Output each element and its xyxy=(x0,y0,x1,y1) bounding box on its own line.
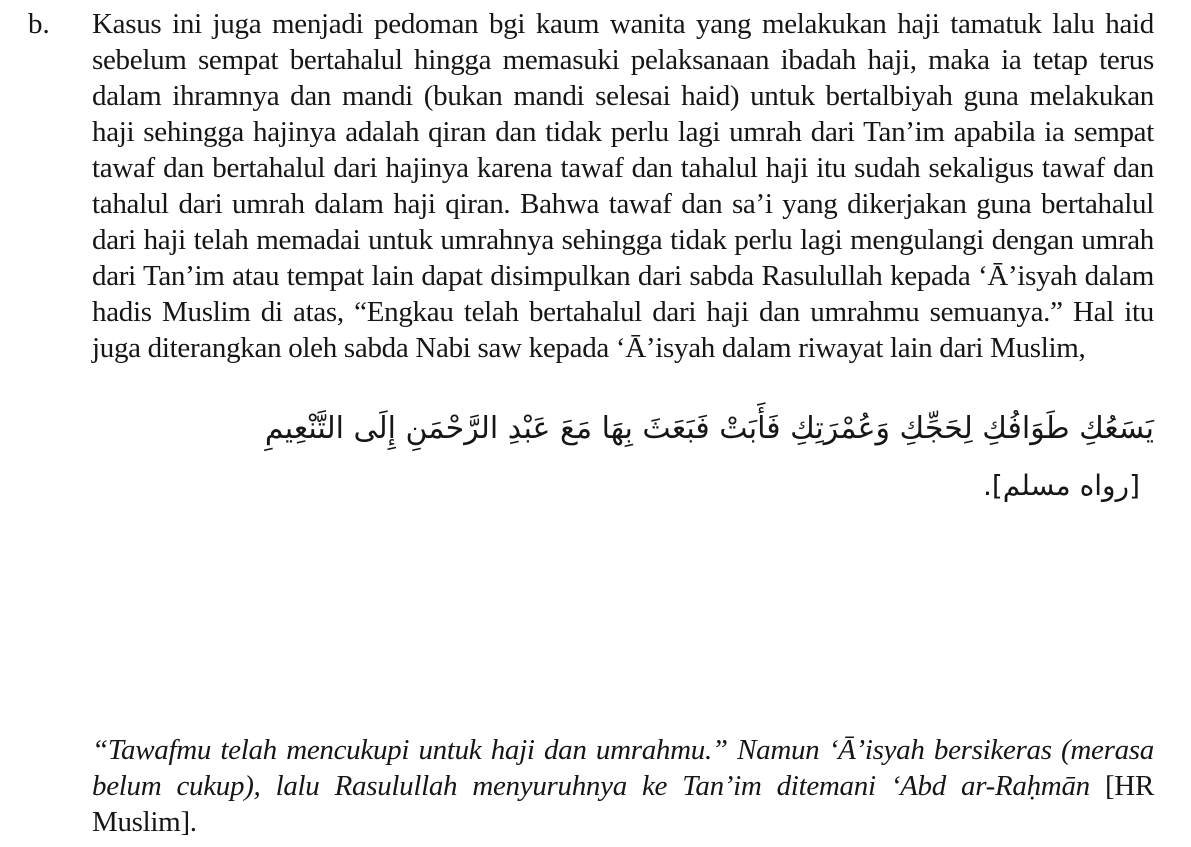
hadith-translation xyxy=(92,732,1154,840)
arabic-hadith-text: يَسَعُكِ طَوَافُكِ لِحَجِّكِ وَعُمْرَتِكِ فَأَبَتْ فَبَعَثَ بِهَا مَعَ عَبْدِ الرَّحْمَنِ إِلَى التَّنْعِيمِ xyxy=(264,411,1154,446)
list-item-marker: b. xyxy=(28,8,50,40)
body-paragraph: Kasus ini juga menjadi pedoman bgi kaum wanita yang melakukan haji tamatuk lalu haid sebelum sempat bertahalul hingga memasuki pelaksanaan ibadah haji, maka ia tetap terus dalam ihramnya dan mandi (bukan mandi selesai haid) untuk bertalbiyah guna melakukan haji sehingga hajinya adalah qiran dan tidak perlu lagi umrah dari Tan’im apabila ia sempat tawaf dan bertahalul dari hajinya karena tawaf dan tahalul haji itu sudah sekaligus tawaf dan tahalul dari umrah dalam haji qiran. Bahwa tawaf dan sa’i yang dikerjakan guna bertahalul dari haji telah memadai untuk umrahnya sehingga tidak perlu lagi mengulangi dengan umrah dari Tan’im atau tempat lain dapat disimpulkan dari sabda Rasulullah kepada ‘Ā’isyah dalam hadis Muslim di atas, “Engkau telah bertahalul dari haji dan umrahmu semuanya.” Hal itu juga diterangkan oleh sabda Nabi saw kepada ‘Ā’isyah dalam riwayat lain dari Muslim, xyxy=(92,8,1154,364)
arabic-hadith-source: [رواه مسلم]. xyxy=(982,469,1140,502)
translation-citation: [HR Muslim]. xyxy=(92,770,1154,838)
list-item-body xyxy=(92,6,1154,508)
translation-quote: “Tawafmu telah mencukupi untuk haji dan umrahmu.” Namun ‘Ā’isyah bersikeras (merasa belum cukup), lalu Rasulullah menyuruhnya ke Tan’im ditemani ‘Abd ar-Raḥmān xyxy=(92,734,1154,802)
